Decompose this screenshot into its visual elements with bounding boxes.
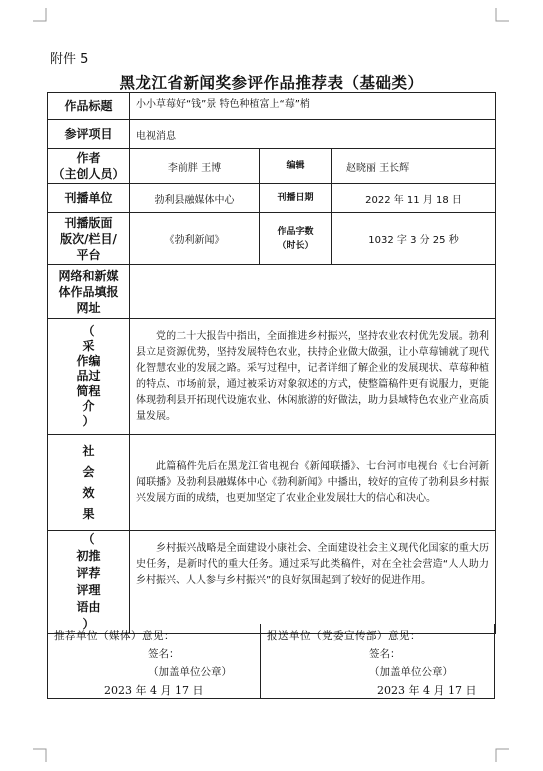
recommender-sign-label: 签名： [148,648,180,660]
submitter-sign-label: 签名： [369,648,401,660]
submitter-seal-note: （加盖单位公章） [369,666,453,678]
process-label-char: 采 [82,339,95,353]
network-label [48,265,130,319]
submitter-date: 2023 年 4 月 17 日 [377,684,477,697]
process-label-line [48,384,129,399]
layout-label-line1: 刊播版面 [64,215,113,230]
crop-mark-top-left [33,8,47,22]
length-label-line2: （时长） [277,240,314,251]
row-layout [48,213,496,265]
publish-date-value: 2022 年 11 月 18 日 [332,184,496,213]
row-network [48,265,496,319]
entry-item-value: 电视消息 [130,120,496,149]
publisher-label: 刊播单位 [48,184,130,213]
process-label-char: 编 [88,354,101,368]
process-label-line [48,354,129,369]
network-label-line3: 网址 [76,300,101,315]
review-label-char: ） [82,617,95,631]
recommender-date: 2023 年 4 月 17 日 [104,684,204,697]
author-value: 李前胖 王博 [130,149,260,184]
length-value: 1032 字 3 分 25 秒 [332,213,496,265]
review-label [48,531,130,634]
recommendation-form-table [47,92,496,634]
row-work-title [48,93,496,120]
process-label [48,319,130,435]
review-label-char: 评荐 [76,566,101,580]
process-value: 党的二十大报告中指出，全面推进乡村振兴，坚持农业农村优先发展。勃利县立足资源优势，坚持发展特色农业，扶持企业做大做强，让小草莓铺就了现代化智慧农业的发展之路。采写过程中，记者详细了解企业的发展现状、草莓种植的特点、市场前景，通过被采访对象叙述的方式，使整篇稿件更有说服力，更能体现勃利县开拓现代设施农业、休闲旅游的好做法，助力县域特色农业产业高质量发展。 [130,319,496,435]
review-label-char: 语由 [76,600,101,614]
process-label-char: 品 [76,369,89,383]
work-title-label: 作品标题 [48,93,130,120]
review-value: 乡村振兴战略是全面建设小康社会、全面建设社会主义现代化国家的重大历史任务，是新时代的重大任务。通过采写此类稿件，对在全社会营造“人人助力乡村振兴、人人参与乡村振兴”的良好氛围起到了较好的促进作用。 [130,531,496,634]
layout-label-line2: 版次/栏目/ [60,231,117,246]
effect-label [48,435,130,531]
row-effect [48,435,496,531]
effect-label-char: 效 [82,485,95,500]
row-author [48,149,496,184]
process-label-char: ） [82,414,95,428]
row-publisher [48,184,496,213]
author-label-line1: 作者 [76,151,101,165]
review-label-char: （ [82,532,95,546]
layout-label-line3: 平台 [76,247,101,262]
recommender-opinion [48,624,260,699]
work-title-value: 小小草莓好“钱”景 特色种植富上“莓”梢 [130,93,496,120]
length-label-line1: 作品字数 [277,226,314,237]
row-process [48,319,496,435]
publish-date-label: 刊播日期 [260,184,332,213]
form-title: 黑龙江省新闻奖参评作品推荐表（基础类） [119,73,424,92]
process-label-line [48,324,129,339]
recommender-seal-note: （加盖单位公章） [148,666,232,678]
layout-label [48,213,130,265]
process-label-char: 程 [88,384,101,398]
process-label-line [48,414,129,429]
opinion-section [47,624,495,699]
submitter-opinion [261,624,496,699]
author-label [48,149,130,184]
entry-item-label: 参评项目 [48,120,130,149]
network-label-line2: 体作品填报 [58,284,119,299]
crop-mark-bottom-left [33,748,47,762]
row-review [48,531,496,634]
review-label-char: 初推 [76,549,101,563]
layout-value: 《勃利新闻》 [130,213,260,265]
author-label-line2: （主创人员） [52,167,125,181]
process-label-line [48,339,129,354]
publisher-value: 勃利县融媒体中心 [130,184,260,213]
editor-label: 编辑 [260,149,332,184]
recommender-opinion-label: 推荐单位（媒体）意见： [54,630,175,642]
network-label-line1: 网络和新媒 [58,268,119,283]
editor-value: 赵晓丽 王长辉 [332,149,496,184]
length-label [260,213,332,265]
crop-mark-bottom-right [495,748,509,762]
crop-mark-top-right [495,8,509,22]
network-value [130,265,496,319]
process-label-char: 介 [82,399,95,413]
effect-label-char: 社 [82,443,95,458]
process-label-line [48,369,129,384]
row-entry-item [48,120,496,149]
process-label-char: 简 [76,384,89,398]
attachment-label: 附件 5 [50,52,89,67]
effect-label-char: 果 [82,506,95,521]
process-label-line [48,399,129,414]
effect-value: 此篇稿件先后在黑龙江省电视台《新闻联播》、七台河市电视台《七台河新闻联播》及勃利县融媒体中心《勃利新闻》中播出，较好的宣传了勃利县乡村振兴发展方面的成绩，也更加坚定了农业企业发展壮大的信心和决心。 [130,435,496,531]
review-label-char: 评理 [76,583,101,597]
submitter-opinion-label: 报送单位（党委宣传部）意见： [267,630,421,642]
process-label-char: 作 [76,354,89,368]
effect-label-char: 会 [82,464,95,479]
process-label-char: 过 [88,369,101,383]
process-label-char: （ [82,324,95,338]
